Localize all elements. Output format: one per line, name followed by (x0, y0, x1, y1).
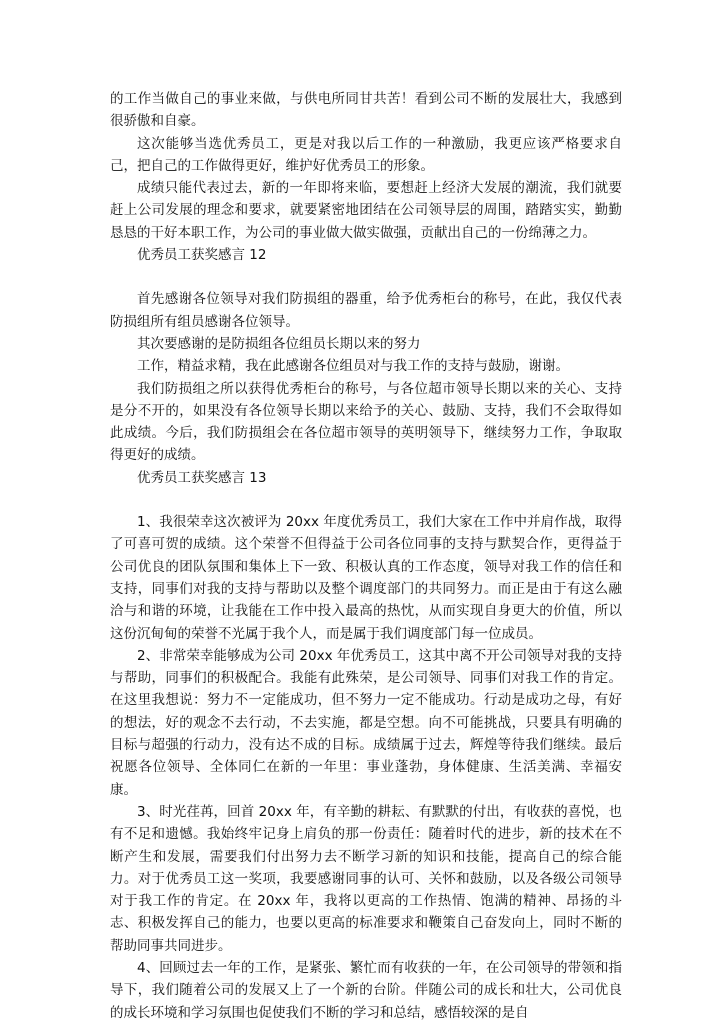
paragraph: 这次能够当选优秀员工，更是对我以后工作的一种激励，我更应该严格要求自己，把自己的工作做得更好，维护好优秀员工的形象。 (110, 135, 622, 174)
paragraph: 的工作当做自己的事业来做，与供电所同甘共苦！看到公司不断的发展壮大，我感到很骄傲和自豪。 (110, 91, 622, 130)
section-heading: 优秀员工获奖感言 13 (137, 469, 267, 486)
document-page (110, 88, 622, 1024)
section-heading: 优秀员工获奖感言 12 (137, 247, 267, 264)
paragraph: 成绩只能代表过去，新的一年即将来临，要想赶上经济大发展的潮流，我们就要赶上公司发展的理念和要求，就要紧密地团结在公司领导层的周围，踏踏实实，勤勤恳恳的干好本职工作，为公司的事业做大做实做强，贡献出自己的一份绵薄之力。 (110, 180, 622, 241)
paragraph: 3、时光荏苒，回首 20xx 年，有辛勤的耕耘、有默默的付出，有收获的喜悦，也有不足和遗憾。我始终牢记身上肩负的那一份责任：随着时代的进步，新的技术在不断产生和发展，需要我们付出努力去不断学习新的知识和技能，提高自己的综合能力。对于优秀员工这一奖项，我要感谢同事的认可、关怀和鼓励，以及各级公司领导对于我工作的肯定。在 20xx 年，我将以更高的工作热情、饱满的精神、昂扬的斗志、积极发挥自己的能力，也要以更高的标准要求和鞭策自己奋发向上，同时不断的帮助同事共同进步。 (110, 803, 622, 954)
paragraph: 2、非常荣幸能够成为公司 20xx 年优秀员工，这其中离不开公司领导对我的支持与帮助，同事们的积极配合。我能有此殊荣，是公司领导、同事们对我工作的肯定。在这里我想说：努力不一定能成功，但不努力一定不能成功。行动是成功之母，有好的想法，好的观念不去行动，不去实施，都是空想。向不可能挑战，只要具有明确的目标与超强的行动力，没有达不成的目标。成绩属于过去，辉煌等待我们继续。最后祝愿各位领导、全体同仁在新的一年里：事业蓬勃，身体健康、生活美满、幸福安康。 (110, 647, 622, 798)
paragraph: 4、回顾过去一年的工作，是紧张、繁忙而有收获的一年，在公司领导的带领和指导下，我们随着公司的发展又上了一个新的台阶。伴随公司的成长和壮大，公司优良的成长环境和学习氛围也促使我们不断的学习和总结，感悟较深的是自 (110, 959, 622, 1021)
paragraph: 工作，精益求精，我在此感谢各位组员对与我工作的支持与鼓励，谢谢。 (137, 358, 569, 375)
paragraph: 其次要感谢的是防损组各位组员长期以来的努力 (137, 335, 421, 352)
paragraph: 首先感谢各位领导对我们防损组的器重，给予优秀柜台的称号，在此，我仅代表防损组所有组员感谢各位领导。 (110, 291, 622, 330)
paragraph: 1、我很荣幸这次被评为 20xx 年度优秀员工，我们大家在工作中并肩作战，取得了可喜可贺的成绩。这个荣誉不但得益于公司各位同事的支持与默契合作，更得益于公司优良的团队氛围和集体上下一致、积极认真的工作态度，领导对我工作的信任和支持，同事们对我的支持与帮助以及整个调度部门的共同努力。而正是由于有这么融洽与和谐的环境，让我能在工作中投入最高的热忱，从而实现自身更大的价值，所以这份沉甸甸的荣誉不光属于我个人，而是属于我们调度部门每一位成员。 (110, 514, 622, 642)
blank-line (110, 266, 622, 288)
blank-line (110, 489, 622, 511)
paragraph: 我们防损组之所以获得优秀柜台的称号，与各位超市领导长期以来的关心、支持是分不开的，如果没有各位领导长期以来给予的关心、鼓励、支持，我们不会取得如此成绩。今后，我们防损组会在各位超市领导的英明领导下，继续努力工作，争取取得更好的成绩。 (110, 380, 622, 464)
